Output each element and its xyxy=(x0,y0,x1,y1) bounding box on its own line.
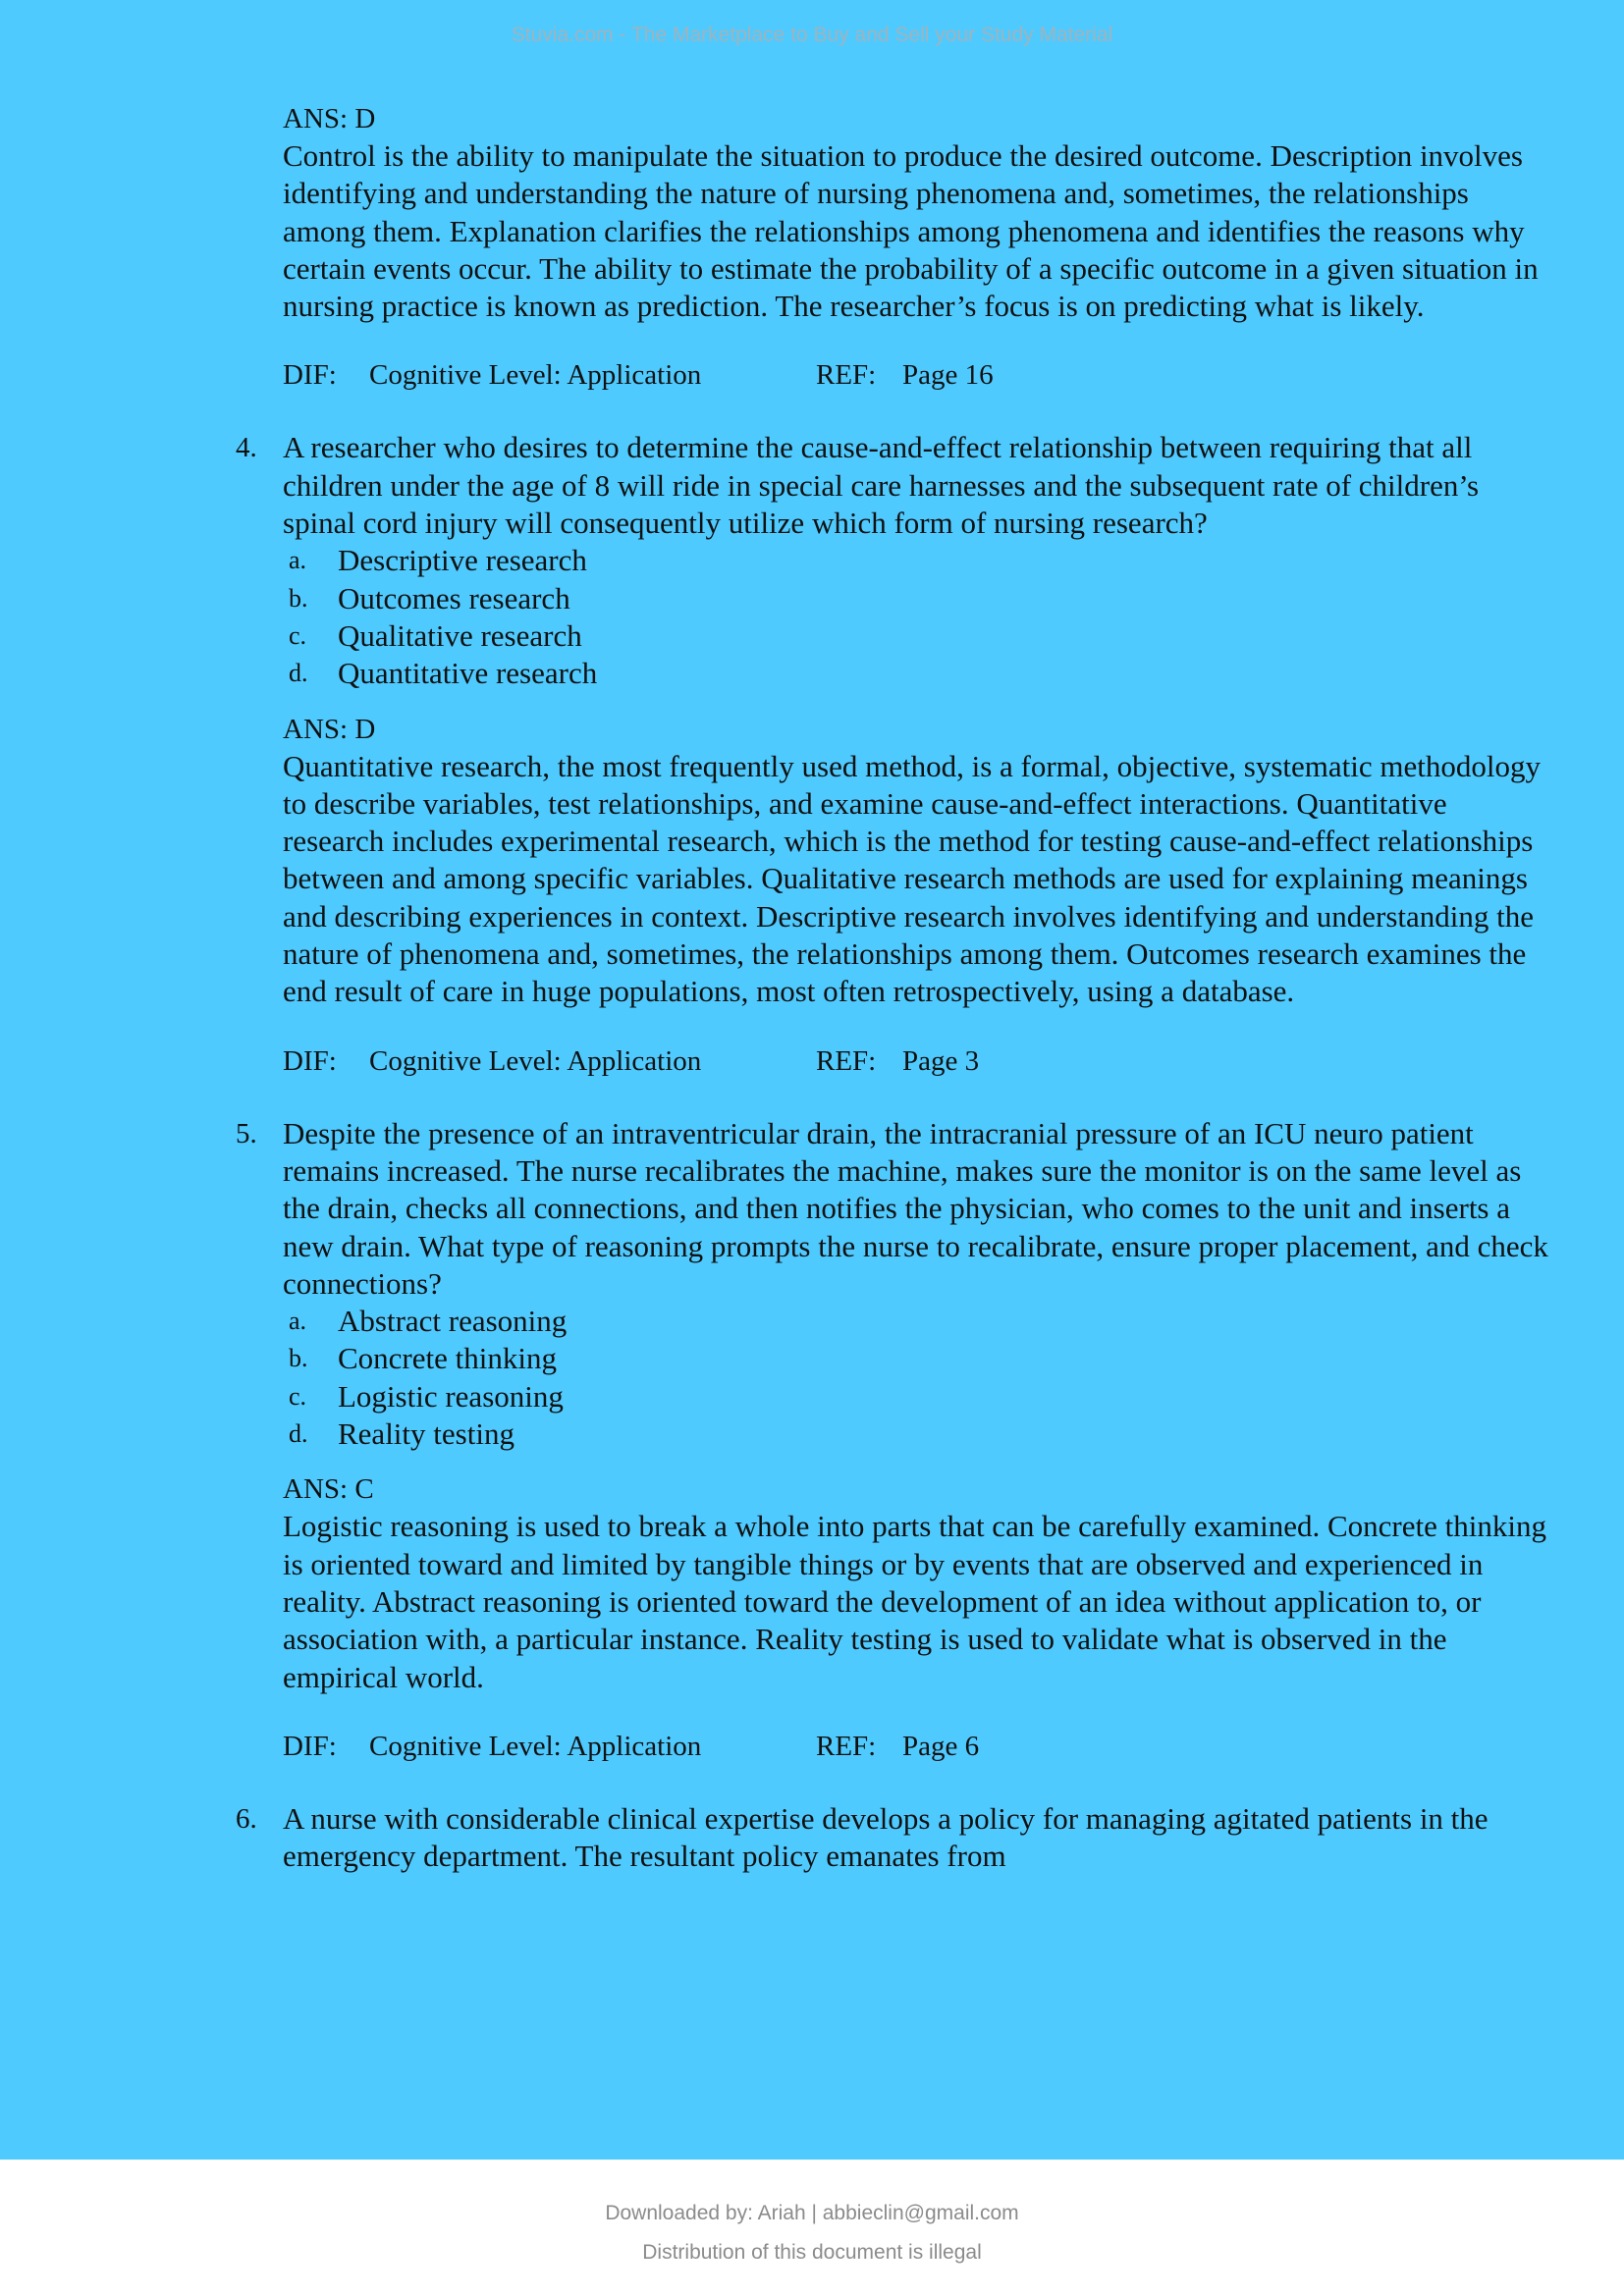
dif-label: DIF: xyxy=(283,359,337,392)
option-text: Descriptive research xyxy=(338,543,587,578)
option-d xyxy=(283,655,1549,692)
ref-value: Page 6 xyxy=(902,1730,980,1762)
difficulty-reference-line xyxy=(283,356,1549,394)
question-number: 6. xyxy=(236,1802,257,1835)
answer-key: ANS: C xyxy=(283,1473,374,1506)
option-list xyxy=(283,542,1549,692)
option-letter: c. xyxy=(289,620,307,650)
option-a xyxy=(283,1303,1549,1340)
option-b xyxy=(283,1340,1549,1377)
rationale-text: Quantitative research, the most frequently used method, is a formal, objective, systematic methodology to describe variables, test relationships, and examine cause-and-effect interactions. Quantitative research includes experimental research, which is the method for testing cause-and-effect relationships between and among specific variables. Qualitative research methods are used for explaining meanings and describing experiences in context. Descriptive research involves identifying and understanding the nature of phenomena and, sometimes, the relationships among them. Outcomes research examines the end result of care in huge populations, most often retrospectively, using a database. xyxy=(283,748,1541,1009)
ref-label: REF: xyxy=(816,359,877,392)
option-letter: a. xyxy=(289,1307,307,1336)
answer-block-q3 xyxy=(283,100,1549,394)
watermark-header: Stuvia.com - The Marketplace to Buy and Sell your Study Material xyxy=(511,24,1113,46)
answer-block-q4 xyxy=(283,711,1549,1080)
option-c xyxy=(283,617,1549,655)
dif-value: Cognitive Level: Application xyxy=(369,1044,702,1077)
option-text: Qualitative research xyxy=(338,617,582,653)
dif-value: Cognitive Level: Application xyxy=(369,1730,702,1762)
option-text: Reality testing xyxy=(338,1416,514,1452)
option-letter: a. xyxy=(289,546,307,575)
rationale-text: Logistic reasoning is used to break a whole into parts that can be carefully examined. Concrete thinking is oriented toward and limited by tangible things or by events that are observed and experienced in reality. Abstract reasoning is oriented toward the development of an idea without application to, or association with, a particular instance. Reality testing is used to validate what is observed in the empirical world. xyxy=(283,1509,1546,1694)
option-text: Concrete thinking xyxy=(338,1341,557,1376)
option-text: Abstract reasoning xyxy=(338,1304,568,1339)
difficulty-reference-line xyxy=(283,1042,1549,1080)
option-list xyxy=(283,1303,1549,1453)
ref-value: Page 3 xyxy=(902,1044,980,1077)
option-c xyxy=(283,1378,1549,1415)
question-stem: A researcher who desires to determine the cause-and-effect relationship between requiring that all children under the age of 8 will ride in special care harnesses and the subsequent rate of children’s spinal cord injury will consequently utilize which form of nursing research? xyxy=(283,430,1480,541)
option-b xyxy=(283,580,1549,617)
question-stem: A nurse with considerable clinical expertise develops a policy for managing agitated patients in the emergency department. The resultant policy emanates from xyxy=(283,1800,1489,1874)
ref-label: REF: xyxy=(816,1730,877,1762)
answer-block-q5 xyxy=(283,1470,1549,1764)
download-notice: Downloaded by: Ariah | abbieclin@gmail.com xyxy=(605,2202,1019,2224)
option-letter: d. xyxy=(289,659,308,688)
question-number: 4. xyxy=(236,432,257,464)
question-5 xyxy=(236,1115,1549,1765)
option-text: Quantitative research xyxy=(338,656,598,691)
dif-value: Cognitive Level: Application xyxy=(369,359,702,392)
option-text: Logistic reasoning xyxy=(338,1378,564,1414)
dif-label: DIF: xyxy=(283,1730,337,1762)
question-number: 5. xyxy=(236,1117,257,1149)
option-d xyxy=(283,1415,1549,1453)
answer-key: ANS: D xyxy=(283,103,376,134)
difficulty-reference-line xyxy=(283,1728,1549,1765)
question-6 xyxy=(236,1800,1549,1876)
option-letter: b. xyxy=(289,1344,308,1373)
distribution-notice: Distribution of this document is illegal xyxy=(642,2241,982,2264)
answer-key: ANS: D xyxy=(283,713,376,745)
option-letter: d. xyxy=(289,1419,308,1449)
option-text: Outcomes research xyxy=(338,580,570,615)
document-content xyxy=(236,100,1549,1875)
dif-label: DIF: xyxy=(283,1044,337,1077)
rationale-text: Control is the ability to manipulate the situation to produce the desired outcome. Description involves identifying and understanding the nature of nursing phenomena and, sometimes, the relationships among them. Explanation clarifies the relationships among phenomena and identifies the reasons why certain events occur. The ability to estimate the probability of a specific outcome in a given situation in nursing practice is known as prediction. The researcher’s focus is on predicting what is likely. xyxy=(283,138,1539,324)
option-a xyxy=(283,542,1549,579)
ref-label: REF: xyxy=(816,1044,877,1077)
question-4 xyxy=(236,429,1549,1079)
option-letter: c. xyxy=(289,1381,307,1411)
option-letter: b. xyxy=(289,583,308,613)
question-stem: Despite the presence of an intraventricular drain, the intracranial pressure of an ICU neuro patient remains increased. The nurse recalibrates the machine, makes sure the monitor is on the same level as the drain, checks all connections, and then notifies the physician, who comes to the unit and inserts a new drain. What type of reasoning prompts the nurse to recalibrate, ensure proper placement, and check connections? xyxy=(283,1115,1548,1301)
ref-value: Page 16 xyxy=(902,359,994,392)
